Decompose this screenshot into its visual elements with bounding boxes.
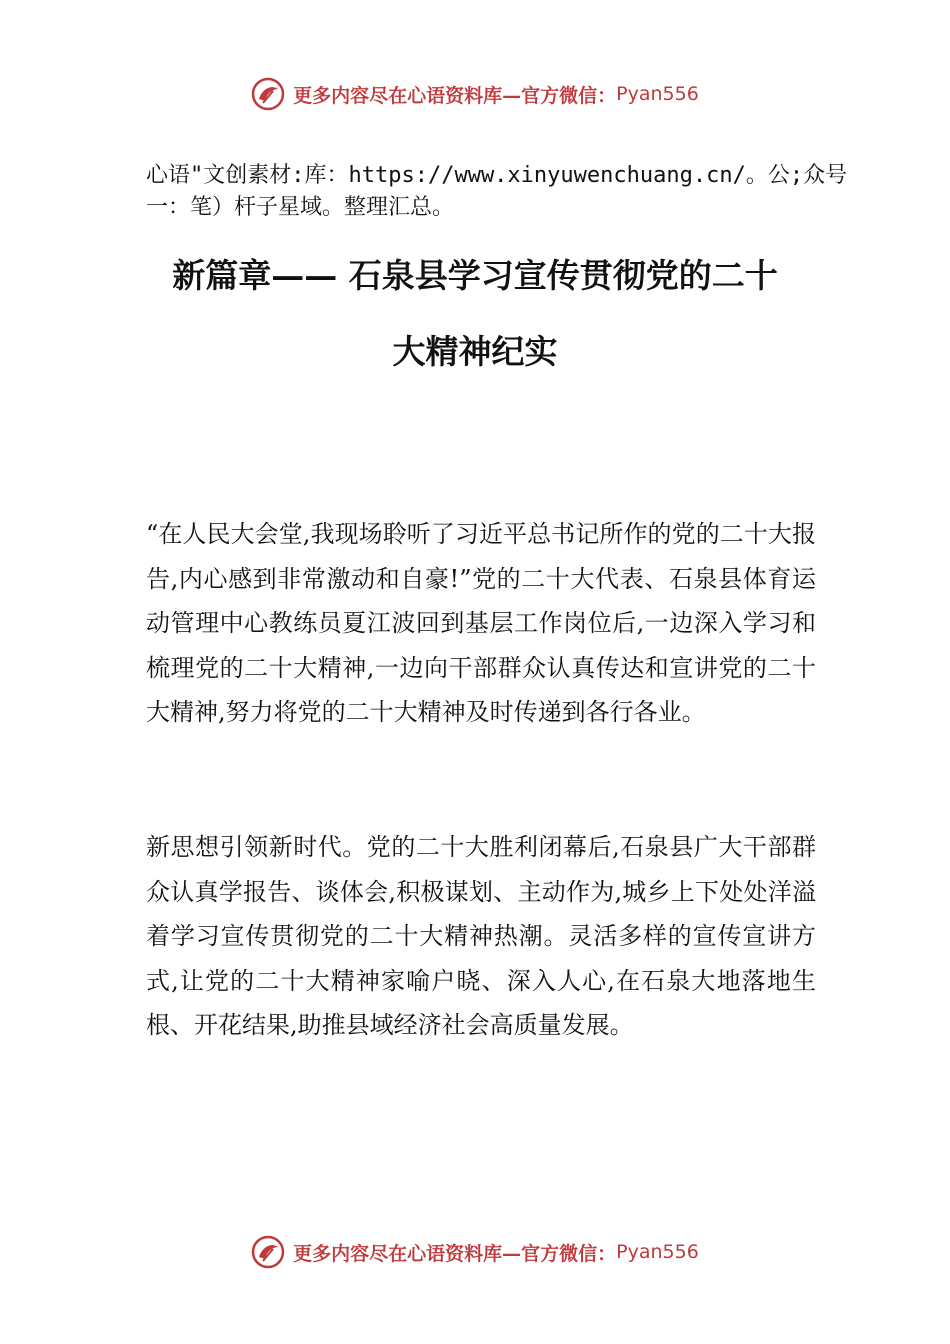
- body-paragraph-2: 新思想引领新时代。党的二十大胜利闭幕后,石泉县广大干部群众认真学报告、谈体会,积极谋划、主动作为,城乡上下处处洋溢着学习宣传贯彻党的二十大精神热潮。灵活多样的宣传宣讲方式,让党的二十大精神家喻户晓、深入人心,在石泉大地落地生根、开花结果,助推县域经济社会高质量发展。: [146, 833, 816, 1040]
- article-title-line-1: 新篇章—— 石泉县学习宣传贯彻党的二十: [172, 256, 778, 295]
- brand-logo-icon: [251, 1235, 285, 1269]
- brand-logo-icon: [251, 77, 285, 111]
- header-banner: [0, 72, 950, 116]
- banner-text: 更多内容尽在心语资料库—官方微信：: [293, 84, 617, 107]
- article-title-line-2: 大精神纪实: [392, 332, 558, 371]
- banner-text: 更多内容尽在心语资料库—官方微信：: [293, 1242, 617, 1265]
- banner-wechat-id: Pyan556: [616, 1241, 699, 1263]
- banner-wechat-id: Pyan556: [616, 83, 699, 105]
- source-note: 心语"文创素材:库：https://www.xinyuwenchuang.cn/。公;众号一：笔）杆子星域。整理汇总。: [146, 163, 848, 220]
- footer-banner: [0, 1230, 950, 1274]
- body-paragraph-1: “在人民大会堂,我现场聆听了习近平总书记所作的党的二十大报告,内心感到非常激动和自豪!”党的二十大代表、石泉县体育运动管理中心教练员夏江波回到基层工作岗位后,一边深入学习和梳理党的二十大精神,一边向干部群众认真传达和宣讲党的二十大精神,努力将党的二十大精神及时传递到各行各业。: [146, 520, 816, 727]
